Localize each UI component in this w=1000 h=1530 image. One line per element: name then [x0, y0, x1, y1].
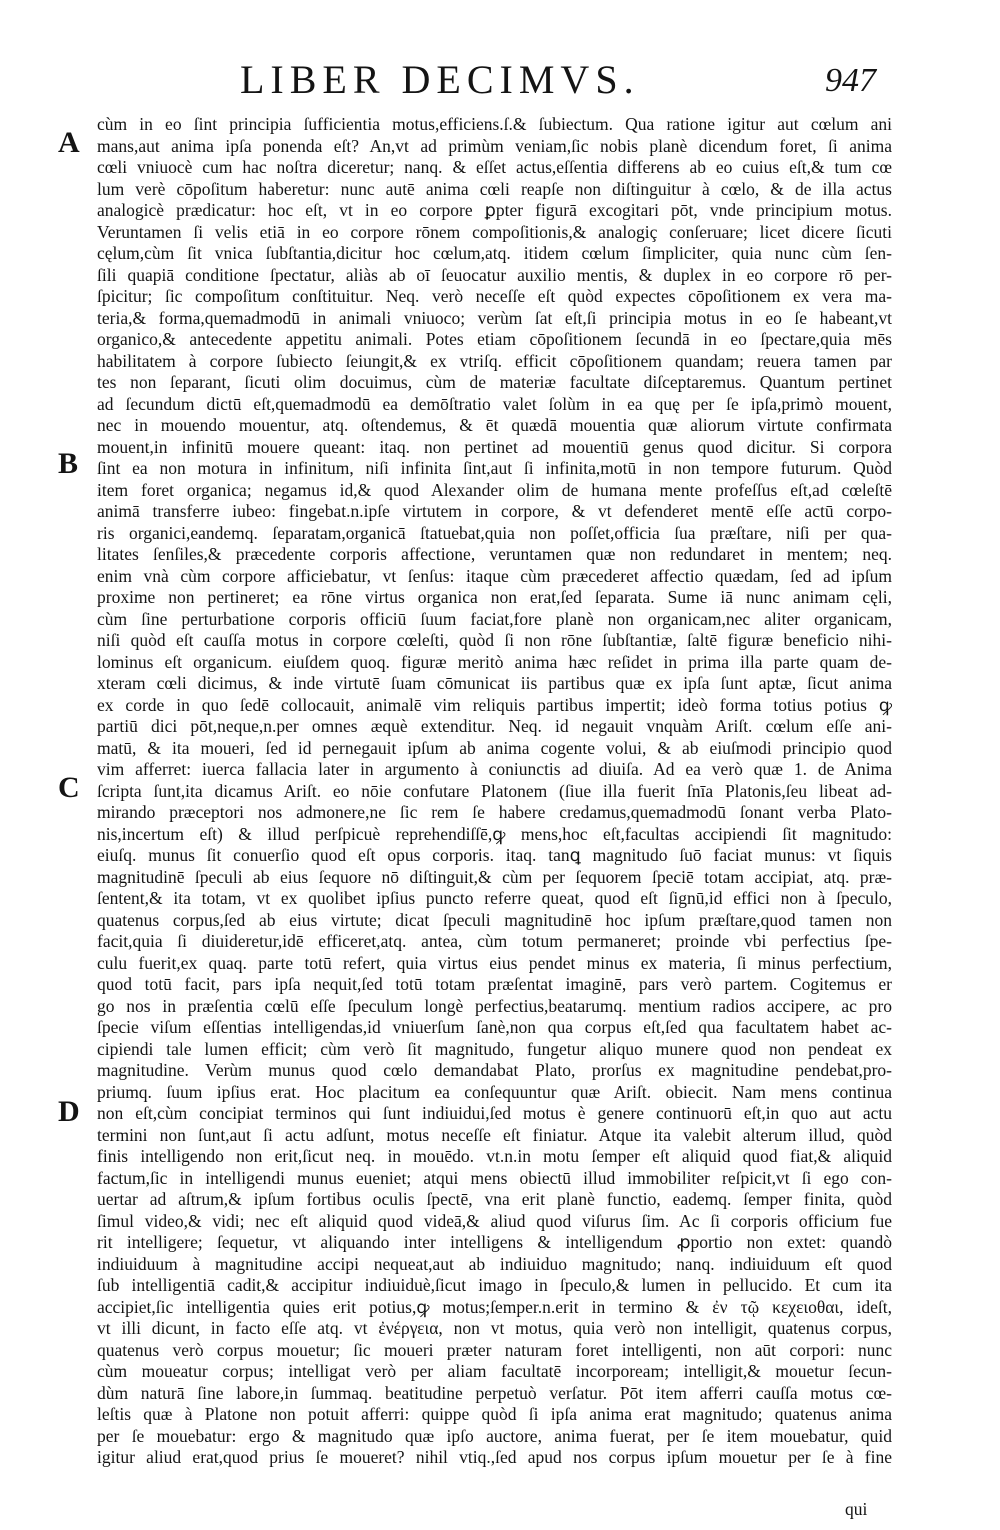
margin-marker-c: C: [58, 771, 80, 804]
text-line: eiuſq. munus ſit conuerſio quod eſt opus corporis. itaq. tanꝗ magnitudo ſuō faciat munus: vt ſiquis: [97, 845, 892, 865]
text-line: go nos in præſentia cœlū eſſe ſpeculum longè perfectius,beatarumq. mentium radios accipere, ac pro: [97, 995, 892, 1016]
text-line: mirando præceptori nos admonere,ne ſic rem ſe habere credamus,quemadmodū ſonant verba Plato-: [97, 802, 892, 822]
text-line: litates ſenſiles,& præcedente corporis affectione, veruntamen quæ non redundaret in mentem; neq.: [97, 544, 892, 564]
text-line: mans,aut anima ipſa ponenda eſt? An,vt ad primùm veniam,ſic nobis planè dicendum foret, ſi anima: [97, 135, 892, 156]
text-line: proxime non pertineret; ea rōne virtus organica non erat,ſed ſeparata. Sume iā nunc animam cęli,: [97, 587, 892, 607]
text-line: ad ſecundum dictū eſt,quemadmodū ea demōſtratio valet ſolùm in ea quę per ſe ipſa,primò mouent,: [97, 393, 892, 414]
text-line: mouent,in infinitū mouere queant: itaq. non pertinet ad mouentiū genus quod dicitur. Si corpora: [97, 436, 892, 457]
text-line: matū, & ita moueri, ſed id pernegauit ipſum ab anima cogente volui, & ab eiuſmodi principio quod: [97, 737, 892, 758]
page-number: 947: [825, 62, 876, 99]
text-line: cœli vniuocè cum hac noſtra diceretur; nanq. & eſſet actus,eſſentia differens ab eo cuius eſt,& tum cœ: [97, 157, 892, 177]
text-line: dùm naturā ſine labore,in ſummaq. beatitudine perpetuò verſatur. Pōt item afferri cauſſa motus cœ-: [97, 1382, 892, 1403]
body-text: [97, 114, 892, 1469]
margin-marker-d: D: [58, 1095, 80, 1128]
text-line: lum verè cōpoſitum haberetur: nunc autē anima cœli reapſe non diſtinguitur à cœlo, & de illa actus: [97, 178, 892, 199]
text-line: vim afferret: iuerca fallacia later in argumento à coniunctis ad diuiſa. Ad ea verò quæ 1. de Anima: [97, 759, 892, 779]
text-line: teria,& forma,quemadmodū in animali vniuoco; verùm ſat eſt,ſi principia motus in eo ſe habeant,vt: [97, 307, 892, 328]
text-line: cęlum,cùm ſit vnica ſubſtantia,dicitur hoc cœlum,atq. itidem cœlum ſimpliciter, quia nunc cùm ſen-: [97, 243, 892, 263]
text-line: quatenus verò corpus mouetur; ſic moueri præter naturam foret intelligenti, non aūt corpori: nunc: [97, 1339, 892, 1360]
running-title: LIBER DECIMVS.: [240, 57, 640, 102]
text-line: item foret organica; negamus id,& quod Alexander olim de humana mente profeſſus eſt,ad cœleſtē: [97, 479, 892, 500]
text-line: cùm ſine perturbatione corporis officiū ſuum faciat,fore planè non organicam,nec aliter organicam,: [97, 608, 892, 629]
text-line: cùm moueatur corpus; intelligat verò per aliam facultatē incorpoream; intelligit,& mouetur ſecun-: [97, 1361, 892, 1381]
text-line: ſili quapiā conditione ſpectatur, aliàs ab oī ſeuocatur auxilio mentis, & duplex in eo corpore rō per-: [97, 264, 892, 285]
text-line: non eſt,cùm concipiat terminos qui ſunt indiuidui,ſed motus è genere continuorū eſt,in quo aut actu: [97, 1103, 892, 1123]
text-line: partiū dici pōt,neque,n.per omnes æquè extenditur. Neq. id negauit vnquàm Ariſt. cœlum eſſe ani-: [97, 716, 892, 736]
text-line: ſimul video,& vidi; nec eſt aliquid quod videā,& aliud quod viſurus ſim. Ac ſi corporis officium fue: [97, 1210, 892, 1231]
text-line: Veruntamen ſi velis etiā in eo corpore rōnem compoſitionis,& analogiç conſeruare; licet dicere ſicuti: [97, 221, 892, 242]
text-line: habilitatem à corpore ſubiecto ſeiungit,& ex vtriſq. efficit cōpoſitionem quandam; reuera tamen par: [97, 350, 892, 371]
text-line: organico,& antecedente appetitu animali. Potes etiam cōpoſitionem ſecundā in eo ſpectare,quia mēs: [97, 329, 892, 349]
text-line: finis intelligendo non erit,ſicut neq. in mouēdo. vt.n.in motu ſemper eſt aliquid quod fiat,& aliquid: [97, 1146, 892, 1166]
text-line: ſpicitur; ſic compoſitum conſtituitur. Neq. verò neceſſe eſt quòd expectes cōpoſitionem ex vera ma-: [97, 286, 892, 306]
text-line: ſentent,& ita totam, vt ex quolibet ipſius puncto referre queat, quod eſt ſignū,id effici non à ſpeculo,: [97, 888, 892, 908]
margin-marker-a: A: [58, 126, 80, 159]
text-line: termini non ſunt,aut ſi actu adſunt, motus neceſſe eſt finiatur. Atque ita valebit alterum illud, quòd: [97, 1124, 892, 1145]
text-line: cipiendi tale lumen efficit; cùm verò ſit magnitudo, fungetur aliquo munere quod non pendeat ex: [97, 1038, 892, 1059]
text-line: niſi quòd eſt cauſſa motus in corpore cœleſti, quòd ſi non rōne ſubſtantiæ, ſaltē figuræ beneficio nihi-: [97, 630, 892, 650]
text-line: ſcripta ſunt,ita dicamus Ariſt. eo nōie confutare Platonem (ſiue illa fuerit ſnīa Platonis,ſeu libeat ad-: [97, 780, 892, 801]
text-line: indiuiduum à magnitudine accipi nequeat,aut ab indiuiduo magnitudo; nanq. indiuiduum eſt quod: [97, 1253, 892, 1274]
text-line: nec in mouendo mouentur, atq. oſtendemus, & ēt quædā mouentia quæ aliorum virtute confirmata: [97, 415, 892, 435]
text-line: animā transferre iubeo: fingebat.n.ipſe virtutem in corpore, & vt defenderet mentē eſſe actū corpo-: [97, 501, 892, 521]
text-line: uertar ad aſtrum,& ipſum fortibus oculis ſpectē, vna erit planè functio, eademq. ſemper finita, quòd: [97, 1189, 892, 1209]
text-line: ſint ea non motura in infinitum, niſi infinita ſint,aut ſi infinita,motū in non tempore futurum. Quòd: [97, 458, 892, 478]
text-line: magnitudinē ſpeculi ab eius ſequore nō diſtinguit,& cùm per ſequorem ſpeciē totam accipiat, atq. præ-: [97, 866, 892, 887]
text-line: lominus eſt organicum. eiuſdem quoq. figuræ meritò anima hæc reſidet in prima illa parte quam de-: [97, 651, 892, 672]
text-line: ſub intelligentiā cadit,& accipitur indiuiduè,ſicut imago in ſpeculo,& lumen in pellucido. Et cum ita: [97, 1275, 892, 1295]
text-line: culu fuerit,ex quaq. parte totū refert, quia virtus eius pendet minus ex materia, ſi minus perfectium,: [97, 952, 892, 973]
text-line: xteram cœli dicimus, & inde virtutē ſuam cōmunicat iis partibus quæ ex ipſa ſunt aptæ, ſicut anima: [97, 673, 892, 693]
text-line: magnitudine. Verùm munus quod cœlo demandabat Plato, prorſus ex magnitudine pendebat,pro-: [97, 1060, 892, 1080]
text-line: rit intelligere; ſequetur, vt aliquando inter intelligens & intelligendum ꝓportio non extet: quandò: [97, 1232, 892, 1252]
catchword: qui: [845, 1499, 868, 1519]
text-line: analogicè prædicatur: hoc eſt, vt in eo corpore ꝑpter figurā excogitari pōt, vnde principium motus.: [97, 200, 892, 220]
text-line: ſpecie viſum eſſentias intelligendas,id vniuerſum ſanè,non qua corpus eſt,ſed qua facultatem habet ac-: [97, 1017, 892, 1037]
text-line: facit,quia ſi diuideretur,idē efficeret,atq. antea, cùm totum permaneret; proinde vbi perfectius ſpe-: [97, 931, 892, 951]
text-line: priumq. ſuum ipſius erat. Hoc placitum ea conſequuntur quæ Ariſt. obiecit. Nam mens continua: [97, 1081, 892, 1102]
text-line: igitur aliud erat,quod prius ſe moueret? nihil vtiq.,ſed apud nos corpus ipſum mouetur per ſe à fine: [97, 1447, 892, 1467]
text-line: accipiet,ſic intelligentia quies erit potius,ꝙ motus;ſemper.n.erit in termino & ἐν τῷ κεχειοθαι, ideſt,: [97, 1296, 892, 1317]
text-line: vt illi dicunt, in facto eſſe atq. vt ἐνέργεια, non vt motus, quia verò non intelligit, quatenus corpus,: [97, 1318, 892, 1338]
text-line: factum,ſic in intelligendi munus eueniet; atqui mens obiectū illud immobiliter reſpicit,vt ſi ego con-: [97, 1167, 892, 1188]
text-line: tes non ſeparant, ſicuti olim docuimus, cùm de materiæ facultate diſceptaremus. Quantum pertinet: [97, 372, 892, 392]
text-line: nis,incertum eſt) & illud perſpicuè reprehendiſſē,ꝙ mens,hoc eſt,facultas accipiendi ſit magnitudo:: [97, 823, 892, 844]
text-line: quatenus corpus,ſed ab eius virtute; dicat ſpeculi magnitudinē hoc ipſum præſtare,quod tamen non: [97, 909, 892, 930]
text-line: per ſe mouebatur: ergo & magnitudo quæ ipſo auctore, anima fuerat, per ſe item mouebatur, quid: [97, 1425, 892, 1446]
text-line: ex corde in quo ſedē collocauit, animalē vim reliquis partibus impertit; ideò forma totius potius ꝙ: [97, 694, 892, 715]
margin-marker-b: B: [58, 447, 79, 480]
text-line: enim vnà cùm corpore afficiebatur, vt ſenſus: itaque cùm præcederet affectio quædam, ſed ad ipſum: [97, 565, 892, 586]
text-line: quod totū facit, pars ipſa nequit,ſed totū totam præſentat imaginē, pars verò partem. Cogitemus er: [97, 974, 892, 994]
text-line: leſtis quæ à Platone non potuit afferri: quippe quòd ſi ipſa anima erat magnitudo; quatenus anima: [97, 1404, 892, 1424]
text-line: cùm in eo ſint principia ſufficientia motus,efficiens.ſ.& ſubiectum. Qua ratione igitur aut cœlum ani: [97, 114, 892, 134]
text-line: ris organici,eandemq. ſeparatam,organicā ſtatuebat,quia non poſſet,officia ſua præſtare, niſi per qua-: [97, 522, 892, 543]
